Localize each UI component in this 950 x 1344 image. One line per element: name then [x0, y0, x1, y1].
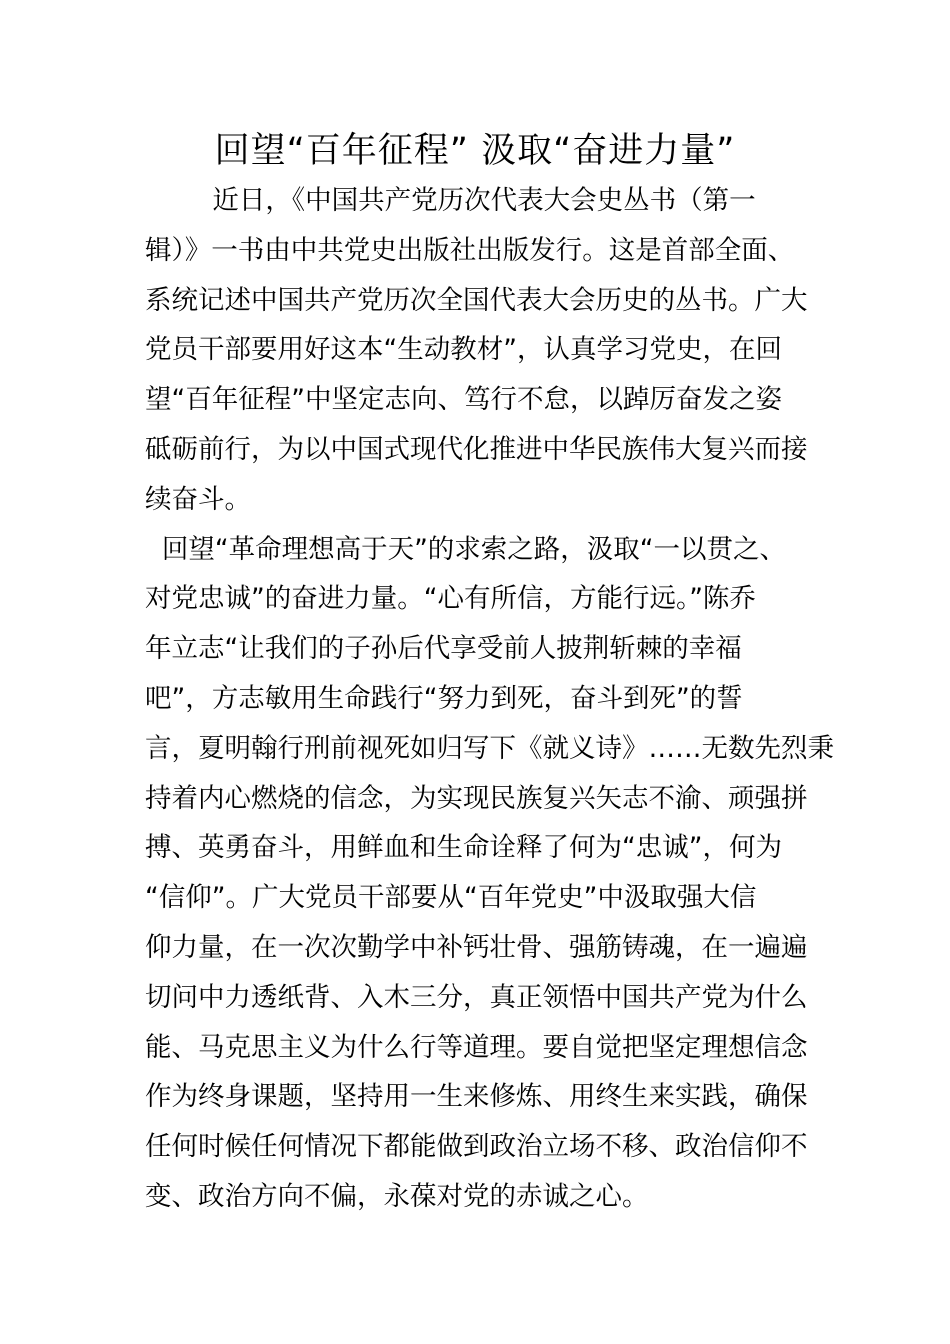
body-line: 系统记述中国共产党历次全国代表大会历史的丛书。广大	[145, 284, 808, 316]
body-line: 仰力量，在一次次勤学中补钙壮骨、强筋铸魂，在一遍遍	[145, 931, 808, 963]
body-line: 变、政治方向不偏，永葆对党的赤诚之心。	[145, 1180, 649, 1212]
body-line: 辑）》一书由中共党史出版社出版发行。这是首部全面、	[145, 234, 795, 266]
body-line: 望“百年征程”中坚定志向、笃行不怠，以踔厉奋发之姿	[145, 384, 782, 416]
body-line: 对党忠诚”的奋进力量。“心有所信，方能行远。”陈乔	[145, 583, 756, 615]
body-line: 吧”，方志敏用生命践行“努力到死，奋斗到死”的誓	[145, 682, 743, 714]
body-line: 党员干部要用好这本“生动教材”，认真学习党史，在回	[145, 334, 782, 366]
body-line: 任何时候任何情况下都能做到政治立场不移、政治信仰不	[145, 1131, 808, 1163]
body-line: 持着内心燃烧的信念，为实现民族复兴矢志不渝、顽强拼	[145, 782, 808, 814]
body-line: 砥砺前行，为以中国式现代化推进中华民族伟大复兴而接	[145, 433, 808, 465]
body-line: 作为终身课题，坚持用一生来修炼、用终生来实践，确保	[145, 1081, 808, 1113]
body-line: 回望“革命理想高于天”的求索之路，汲取“一以贯之、	[145, 533, 787, 565]
document-body	[145, 176, 834, 1222]
body-line: 言，夏明翰行刑前视死如归写下《就义诗》……无数先烈秉	[145, 732, 834, 764]
body-line: “信仰”。广大党员干部要从“百年党史”中汲取强大信	[145, 882, 757, 914]
body-line: 切问中力透纸背、入木三分，真正领悟中国共产党为什么	[145, 981, 808, 1013]
document-title: 回望“百年征程” 汲取“奋进力量”	[214, 131, 736, 171]
body-line: 搏、英勇奋斗，用鲜血和生命诠释了何为“忠诚”，何为	[145, 832, 782, 864]
body-line: 能、马克思主义为什么行等道理。要自觉把坚定理想信念	[145, 1031, 808, 1063]
body-line: 年立志“让我们的子孙后代享受前人披荆斩棘的幸福	[145, 633, 742, 665]
body-line: 续奋斗。	[145, 483, 251, 515]
body-line: 近日，《中国共产党历次代表大会史丛书（第一	[145, 185, 756, 216]
